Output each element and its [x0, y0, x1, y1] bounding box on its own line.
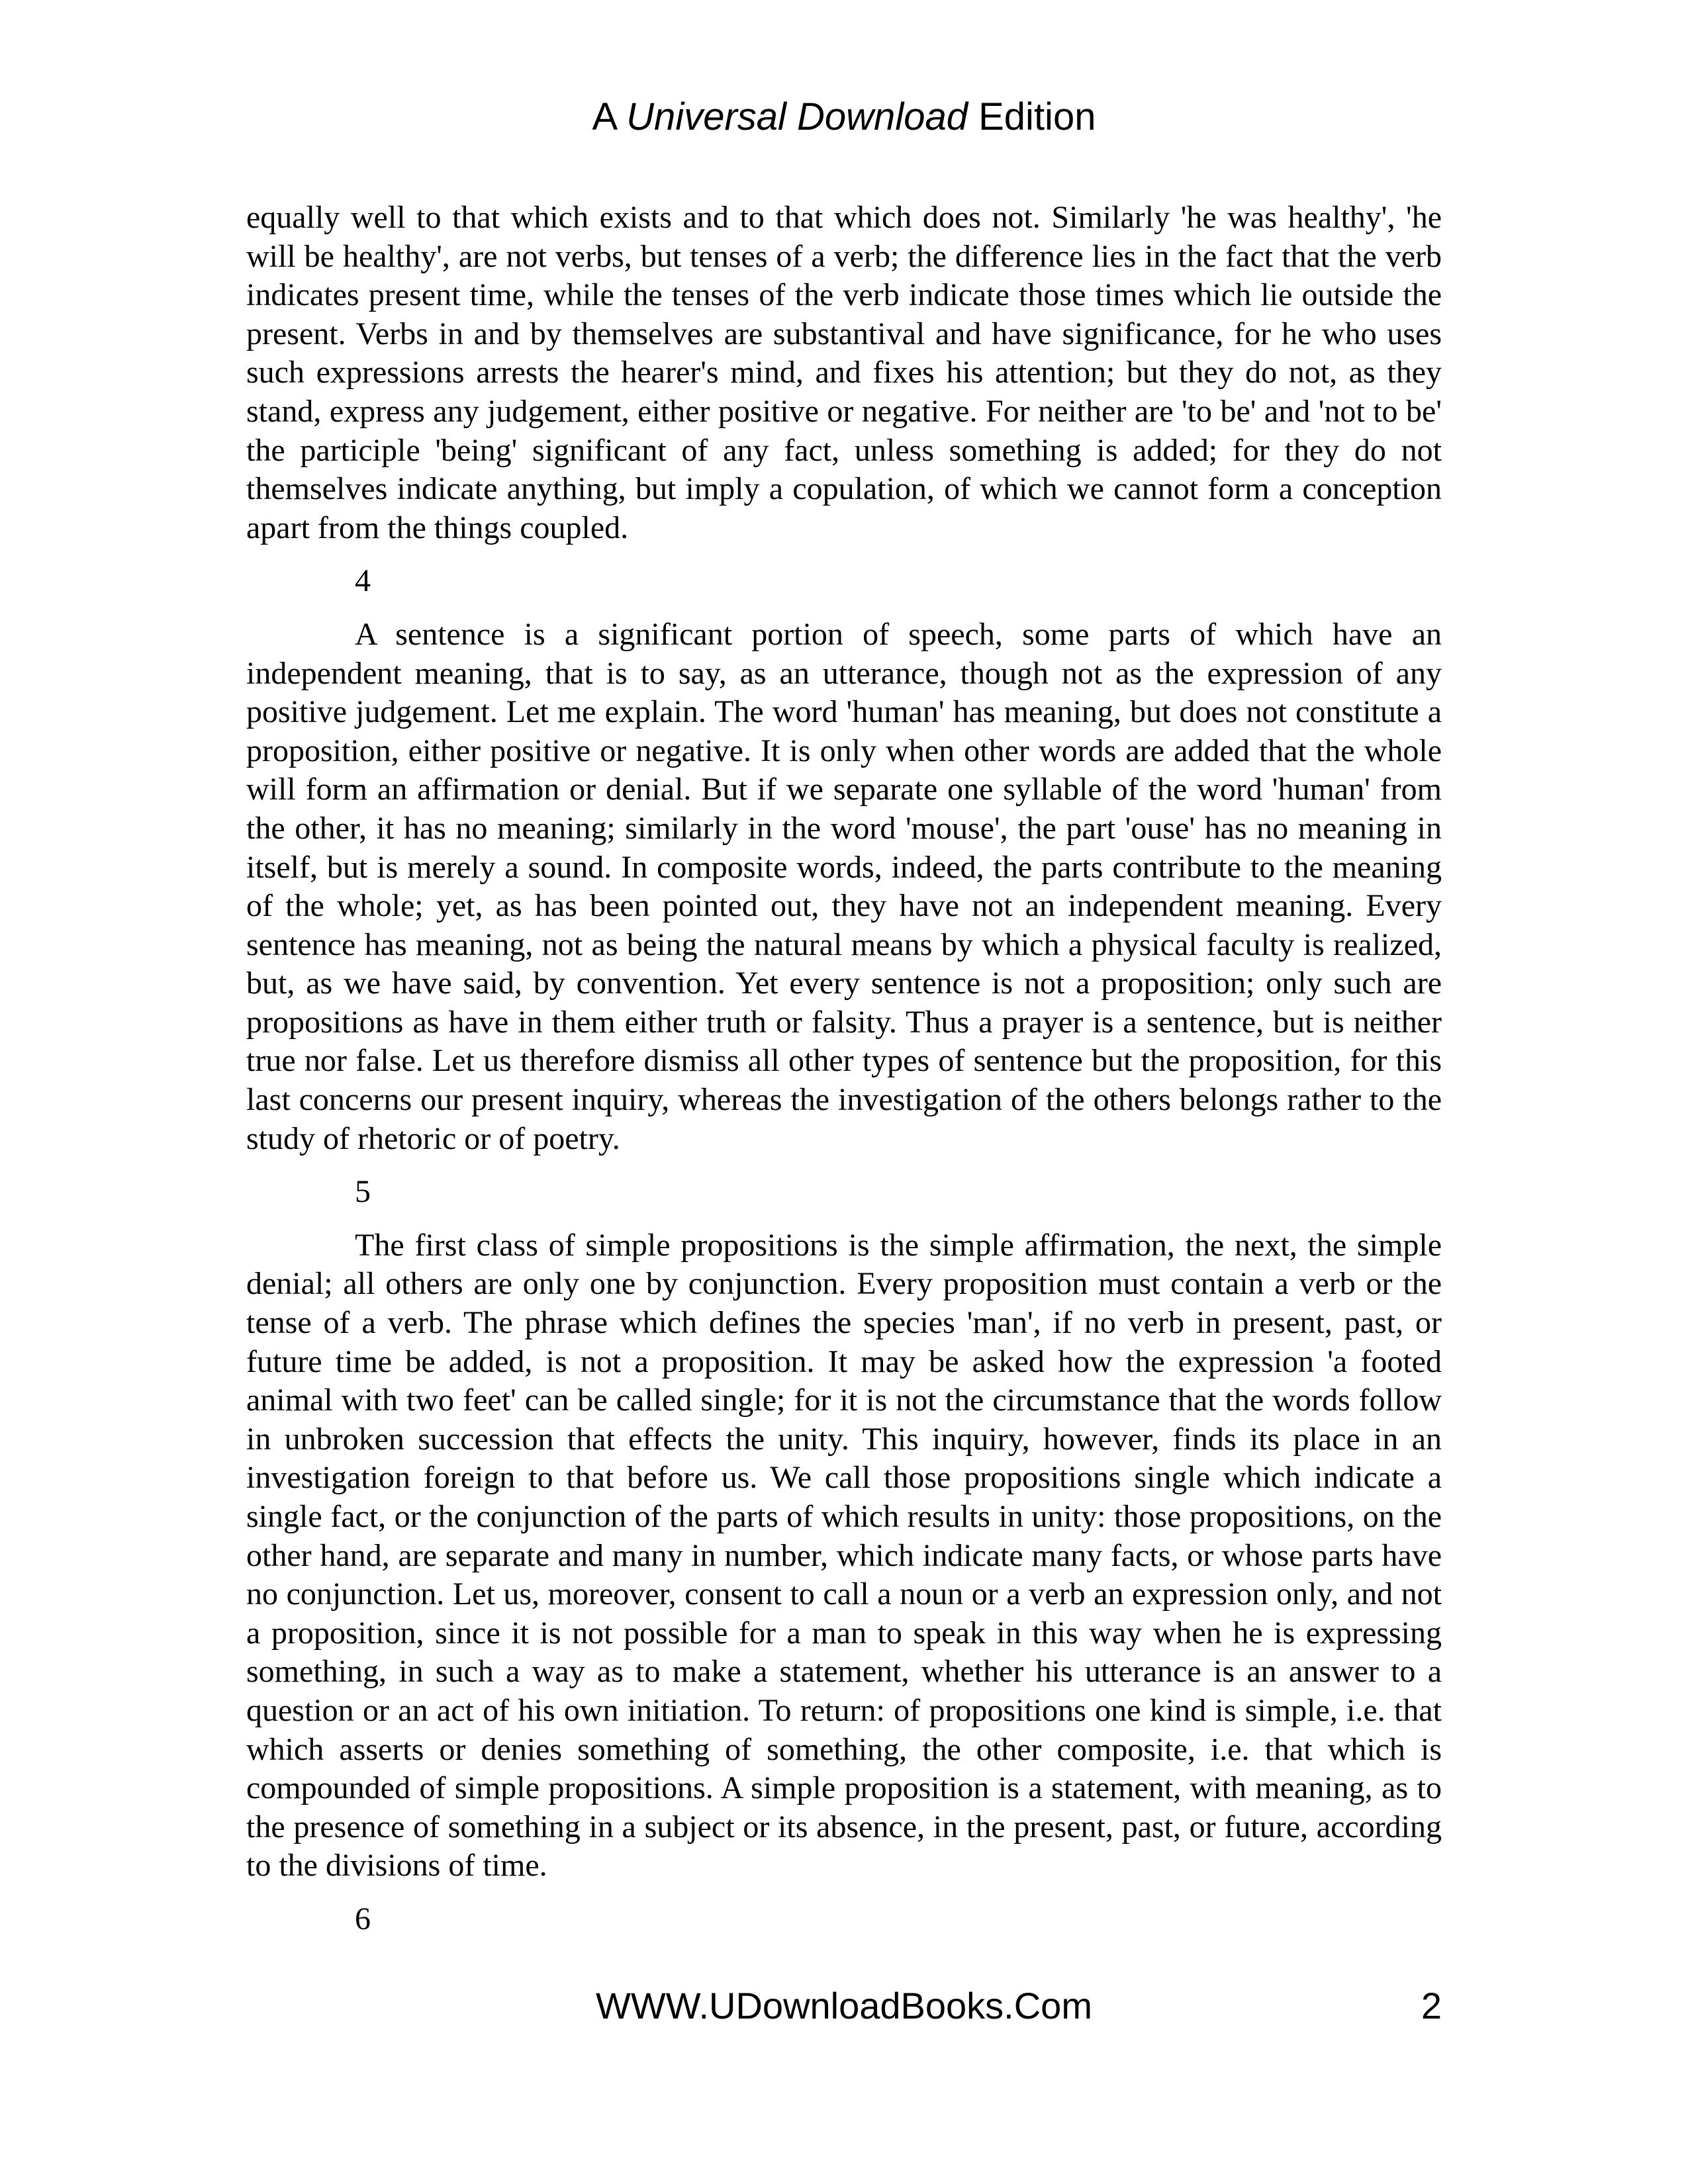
footer-site-link[interactable]: WWW.UDownloadBooks.Com [596, 1985, 1092, 2026]
section-number-6: 6 [355, 1901, 371, 1936]
section-number-4: 4 [355, 563, 371, 599]
paragraph-section-5: The first class of simple propositions is the simple affirmation, the next, the simple denial; all others are only one by conjunction. Every proposition must contain a verb or the tense of a verb. The phrase which defines the species 'man', if no verb in present, past, or future time be added, is not a proposition. It may be asked how the expression 'a footed animal with two feet' can be called single; for it is not the circumstance that the words follow in unbroken succession that effects the unity. This inquiry, however, finds its place in an investigation foreign to that before us. We call those propositions single which indicate a single fact, or the conjunction of the parts of which results in unity: those propositions, on the other hand, are separate and many in number, which indicate many facts, or whose parts have no conjunction. Let us, moreover, consent to call a noun or a verb an expression only, and not a proposition, since it is not possible for a man to speak in this way when he is expressing something, in such a way as to make a statement, whether his utterance is an answer to a question or an act of his own initiation. To return: of propositions one kind is simple, i.e. that which asserts or denies something of something, the other composite, i.e. that which is compounded of simple propositions. A simple proposition is a statement, with meaning, as to the presence of something in a subject or its absence, in the present, past, or future, according to the divisions of time. [246, 1227, 1442, 1884]
page-footer [0, 1983, 1688, 2029]
page-number: 2 [1421, 1985, 1442, 2026]
page-body [246, 199, 1442, 1954]
paragraph-section-4: A sentence is a significant portion of speech, some parts of which have an independent meaning, that is to say, as an utterance, though not as the expression of any positive judgement. Let me explain. The word 'human' has meaning, but does not constitute a proposition, either positive or negative. It is only when other words are added that the whole will form an affirmation or denial. But if we separate one syllable of the word 'human' from the other, it has no meaning; similarly in the word 'mouse', the part 'ouse' has no meaning in itself, but is merely a sound. In composite words, indeed, the parts contribute to the meaning of the whole; yet, as has been pointed out, they have not an independent meaning. Every sentence has meaning, not as being the natural means by which a physical faculty is realized, but, as we have said, by convention. Yet every sentence is not a proposition; only such are propositions as have in them either truth or falsity. Thus a prayer is a sentence, but is neither true nor false. Let us therefore dismiss all other types of sentence but the proposition, for this last concerns our present inquiry, whereas the investigation of the others belongs rather to the study of rhetoric or of poetry. [246, 616, 1442, 1156]
header-suffix: Edition [978, 95, 1096, 138]
section-number-5: 5 [355, 1174, 371, 1210]
running-header [0, 94, 1688, 140]
header-prefix: A [592, 95, 616, 138]
header-title-italic: Universal Download [626, 95, 968, 138]
paragraph-continued: equally well to that which exists and to that which does not. Similarly 'he was healthy', 'he will be healthy', are not verbs, but tenses of a verb; the difference lies in the fact that the verb indicates present time, while the tenses of the verb indicate those times which lie outside the present. Verbs in and by themselves are substantival and have significance, for he who uses such expressions arrests the hearer's mind, and fixes his attention; but they do not, as they stand, express any judgement, either positive or negative. For neither are 'to be' and 'not to be' the participle 'being' significant of any fact, unless something is added; for they do not themselves indicate anything, but imply a copulation, of which we cannot form a conception apart from the things coupled. [246, 200, 1442, 545]
